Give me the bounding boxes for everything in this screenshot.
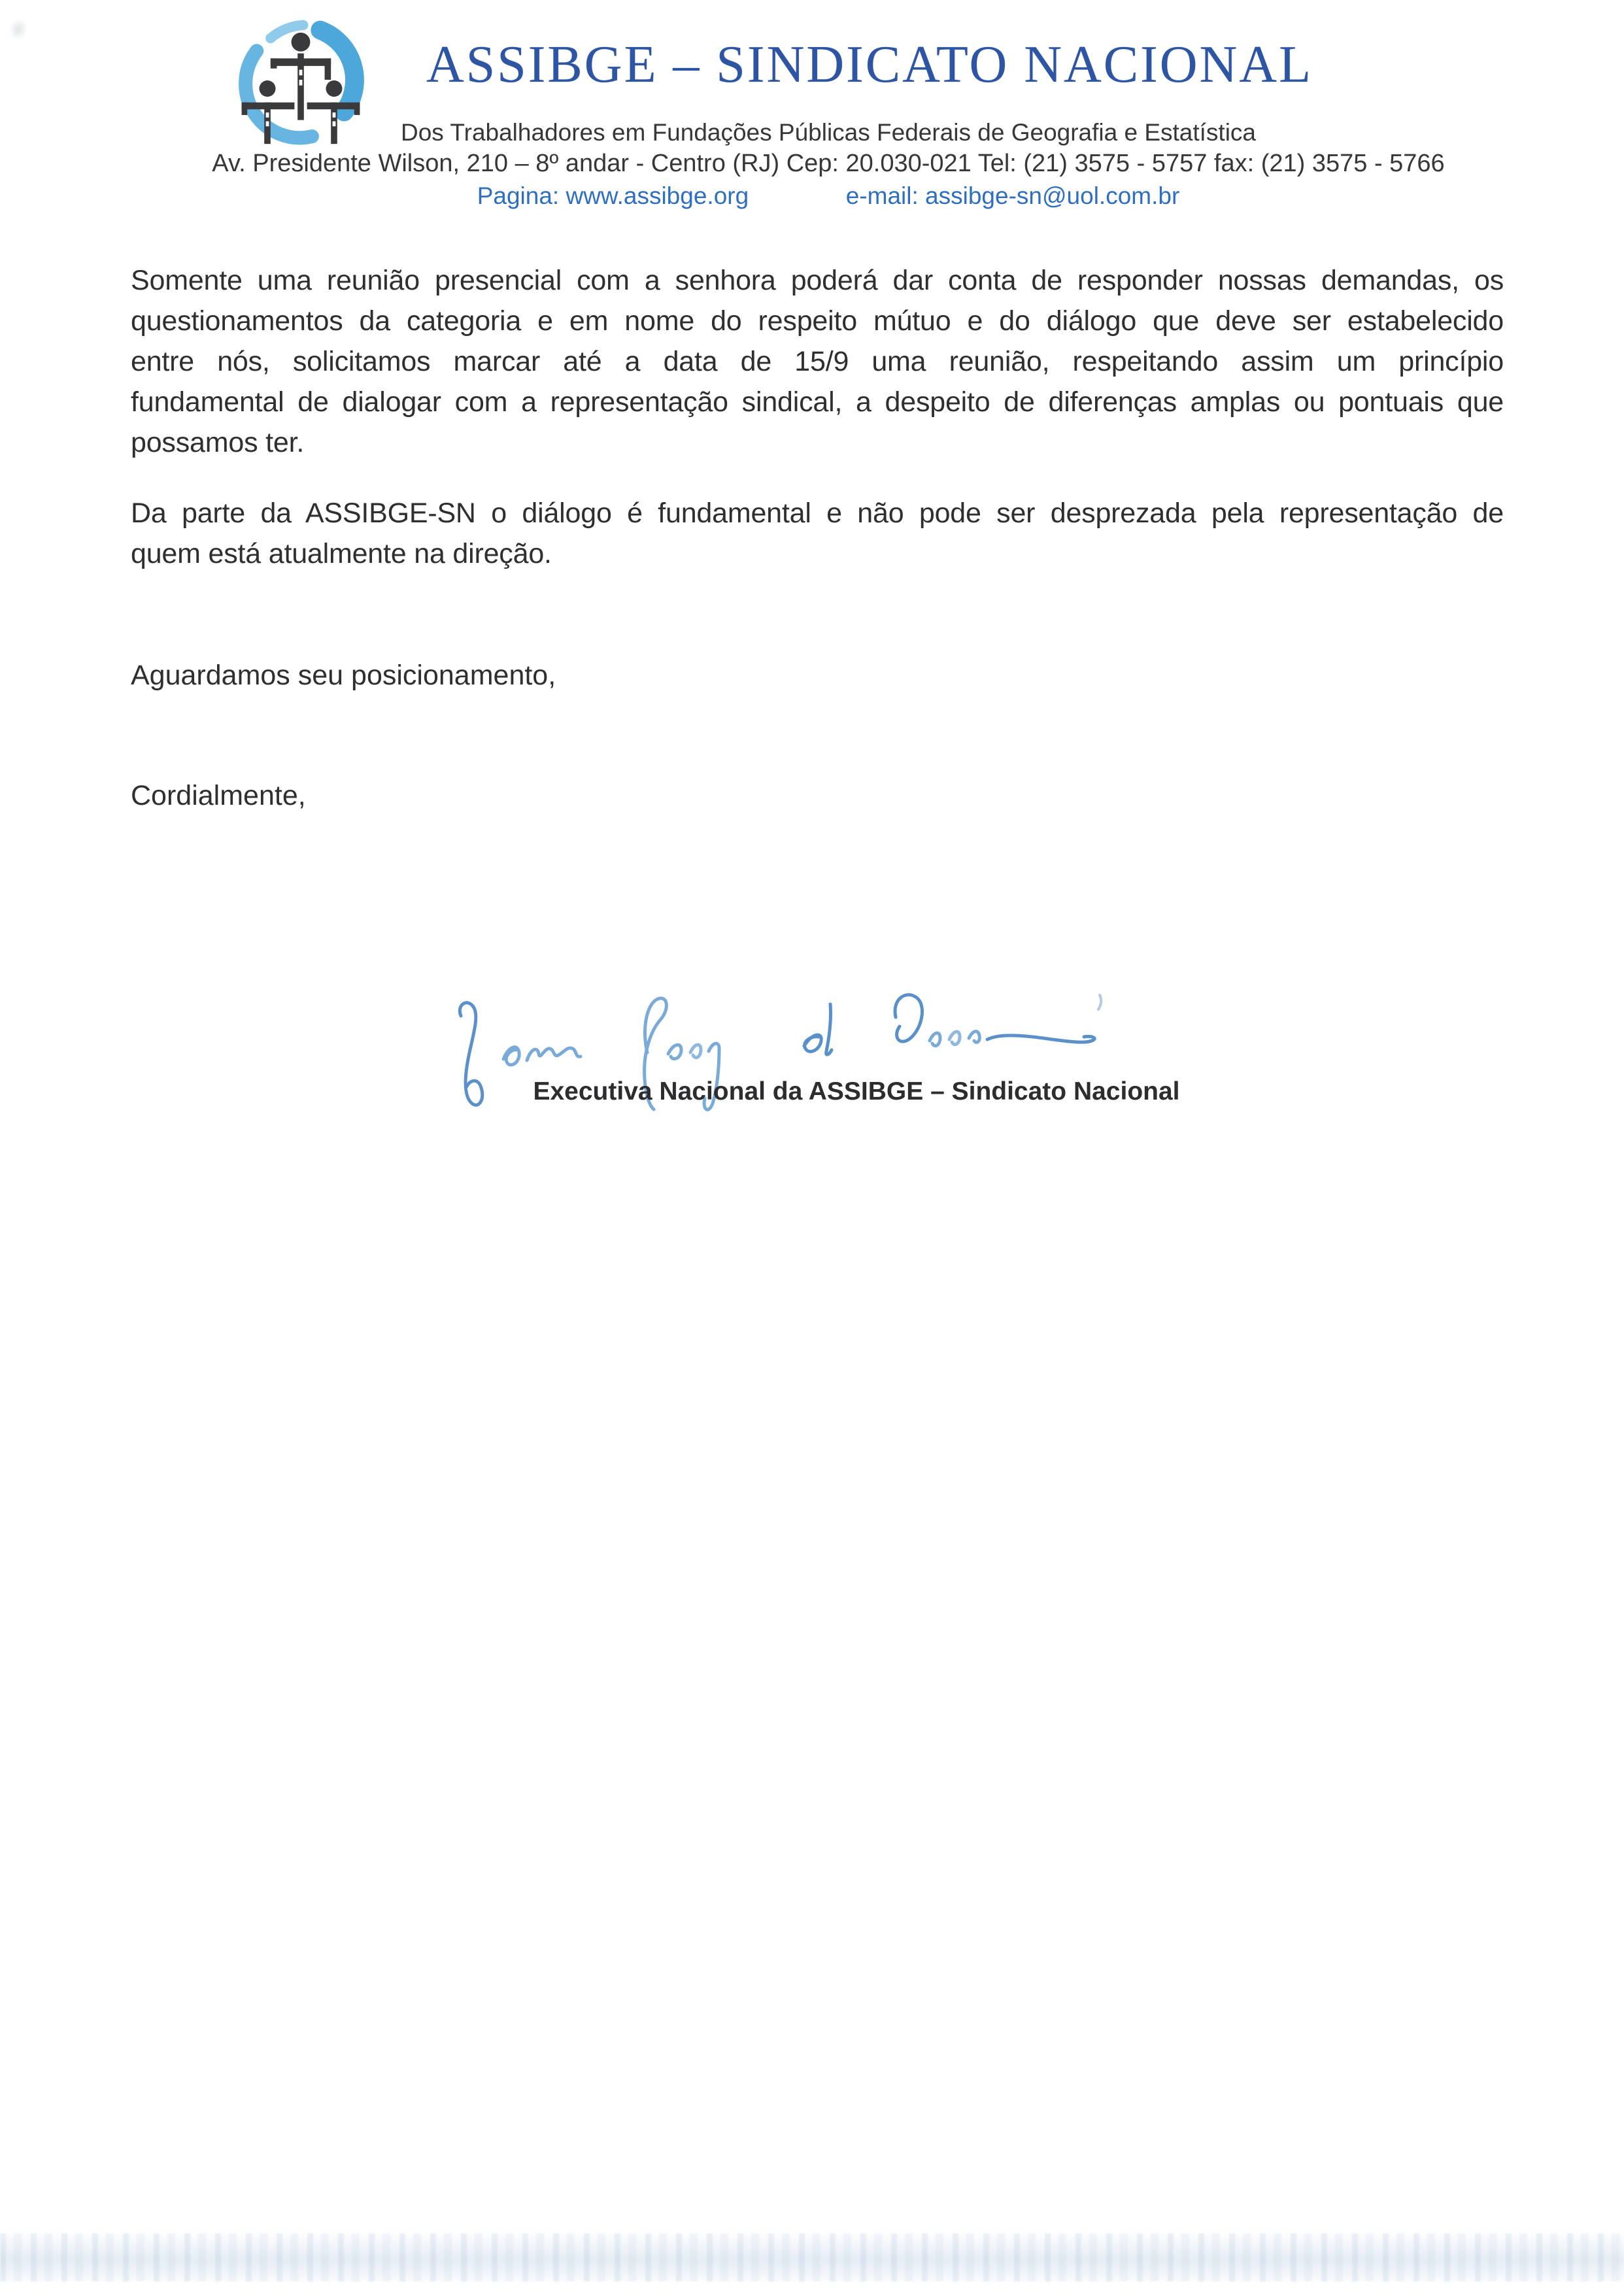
website-url: www.assibge.org: [566, 182, 749, 209]
text-line: quem está atualmente na direção.: [131, 538, 552, 569]
paragraph-1: [131, 260, 1504, 463]
text-line: possamos ter.: [131, 427, 305, 458]
text-line: fundamental de dialogar com a representação sindical, a despeito de diferenças amplas ou pontuais que: [131, 386, 1504, 418]
scan-speckle: [6, 16, 30, 43]
org-contact-line: [33, 182, 1624, 210]
paragraph-2: [131, 493, 1504, 574]
org-address: Av. Presidente Wilson, 210 – 8º andar - Centro (RJ) Cep: 20.030-021 Tel: (21) 3575 - 5757 fax: (21) 3575 - 5766: [212, 150, 1445, 177]
text-line: Da parte da ASSIBGE-SN o diálogo é fundamental e não pode ser desprezada pela representação de: [131, 498, 1504, 529]
await-line: Aguardamos seu posicionamento,: [131, 660, 556, 691]
org-subtitle: Dos Trabalhadores em Fundações Públicas Federais de Geografia e Estatística: [400, 119, 1257, 146]
text-line: questionamentos da categoria e em nome do respeito mútuo e do diálogo que deve ser estabelecido: [131, 305, 1504, 337]
text-line: Somente uma reunião presencial com a senhora poderá dar conta de responder nossas demandas, os: [131, 265, 1504, 296]
email-address: assibge-sn@uol.com.br: [925, 182, 1180, 209]
signature-caption: Executiva Nacional da ASSIBGE – Sindicato Nacional: [533, 1077, 1180, 1105]
org-title: ASSIBGE – SINDICATO NACIONAL: [426, 36, 1313, 93]
text-line: entre nós, solicitamos marcar até a data de 15/9 uma reunião, respeitando assim um princípio: [131, 346, 1504, 377]
scan-noise-band: [0, 2233, 1624, 2282]
email-label: e-mail:: [845, 182, 919, 209]
salutation-line: Cordialmente,: [131, 780, 306, 811]
website-label: Pagina:: [477, 182, 560, 209]
